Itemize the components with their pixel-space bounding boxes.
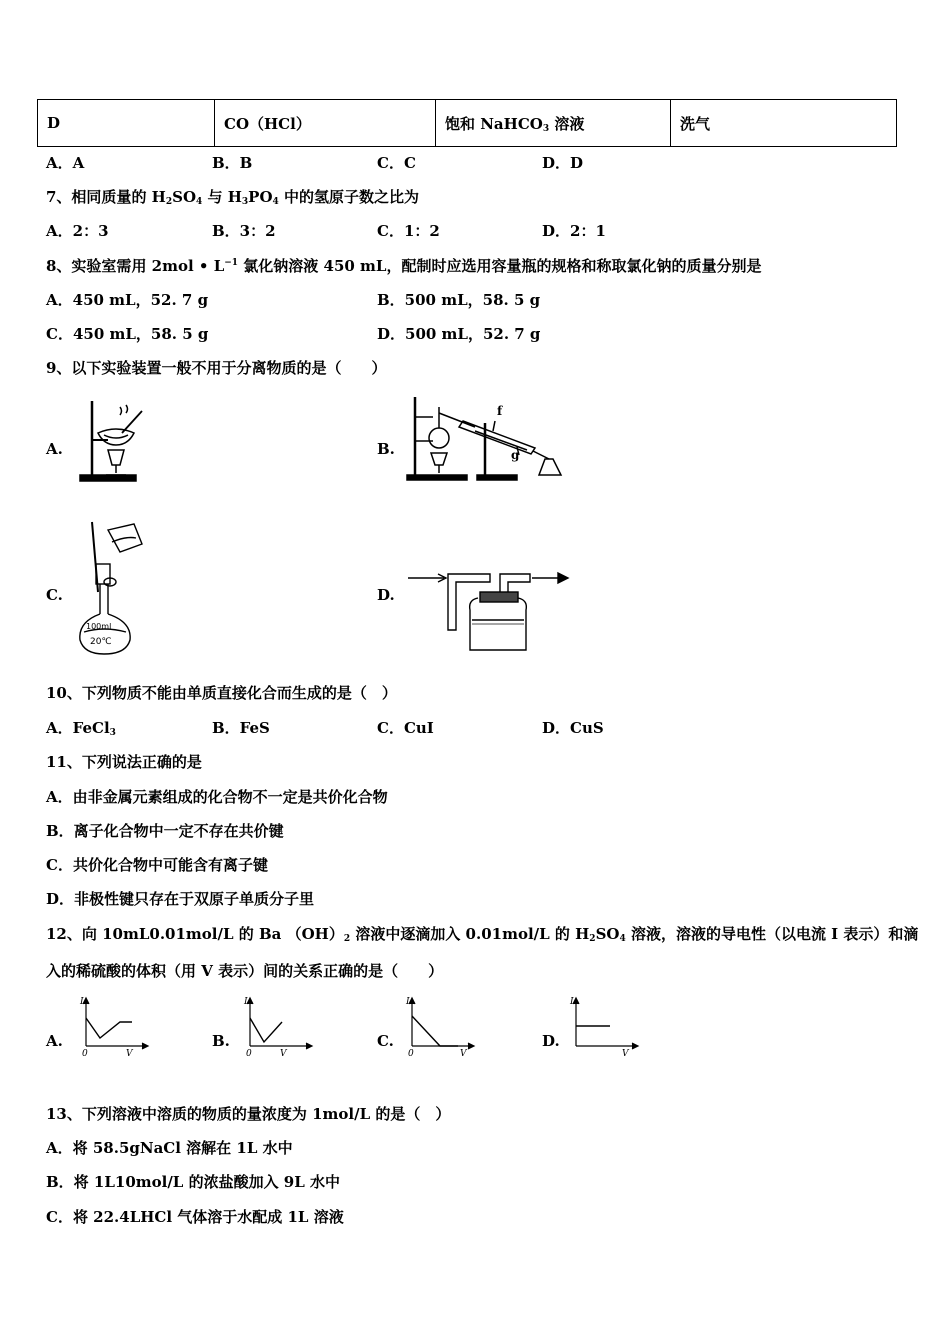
graph-b-y-label: I bbox=[244, 997, 248, 1007]
graph-c-origin: 0 bbox=[408, 1049, 414, 1059]
q13-stem: 13、下列溶液中溶质的物质的量浓度为 1mol/L 的是（ ） bbox=[46, 1105, 451, 1123]
flask-temp-label: 20℃ bbox=[90, 637, 112, 647]
q10-option-b: B．FeS bbox=[212, 719, 270, 737]
q7-stem: 7、相同质量的 $H_2SO_4$ 与 $H_3PO_4$ 中的氢原子数之比为 bbox=[46, 188, 420, 207]
evaporation-apparatus-figure bbox=[76, 395, 146, 485]
graph-d-x-label: V bbox=[622, 1049, 629, 1059]
graph-c-x-label: V bbox=[460, 1049, 467, 1059]
q8-option-d: D．500 mL，52. 7 g bbox=[377, 325, 541, 343]
graph-a-origin: 0 bbox=[82, 1049, 88, 1059]
q11-option-a: A．由非金属元素组成的化合物不一定是共价化合物 bbox=[46, 788, 388, 806]
q7-option-a: A．2：3 bbox=[46, 222, 109, 240]
q10-option-d: D．CuS bbox=[542, 719, 604, 737]
volumetric-flask-figure bbox=[76, 522, 148, 658]
graph-d bbox=[570, 996, 642, 1058]
graph-d-y-label: I bbox=[570, 997, 574, 1007]
q6-option-a: A．A bbox=[46, 154, 85, 172]
q12-option-d: D. bbox=[542, 1032, 560, 1050]
q10-stem: 10、下列物质不能由单质直接化合而生成的是（ ） bbox=[46, 684, 397, 702]
graph-a bbox=[80, 996, 152, 1058]
q11-option-b: B．离子化合物中一定不存在共价键 bbox=[46, 822, 284, 840]
q8-option-c: C．450 mL，58. 5 g bbox=[46, 325, 209, 343]
table-cell-method: 洗气 bbox=[671, 100, 897, 147]
q6-option-d: D．D bbox=[542, 154, 584, 172]
graph-c bbox=[406, 996, 478, 1058]
q7-option-d: D．2：1 bbox=[542, 222, 606, 240]
q6-option-b: B．B bbox=[212, 154, 253, 172]
q10-option-c: C．CuI bbox=[377, 719, 434, 737]
q11-option-c: C．共价化合物中可能含有离子键 bbox=[46, 856, 268, 874]
separation-table bbox=[37, 99, 897, 147]
q6-option-c: C．C bbox=[377, 154, 416, 172]
gas-washing-bottle-figure bbox=[408, 568, 574, 658]
q9-option-c: C. bbox=[46, 586, 63, 604]
q9-stem: 9、以下实验装置一般不用于分离物质的是（ ） bbox=[46, 359, 387, 377]
q9-option-b: B. bbox=[377, 440, 395, 458]
q9-option-d: D. bbox=[377, 586, 395, 604]
label-g: g bbox=[511, 448, 520, 462]
q12-option-a: A. bbox=[46, 1032, 63, 1050]
q11-stem: 11、下列说法正确的是 bbox=[46, 753, 202, 771]
q7-option-b: B．3：2 bbox=[212, 222, 276, 240]
q13-option-b: B．将 1L10mol/L 的浓盐酸加入 9L 水中 bbox=[46, 1173, 341, 1191]
distillation-apparatus-figure bbox=[405, 393, 575, 485]
table-row bbox=[38, 100, 897, 147]
q12-option-b: B. bbox=[212, 1032, 230, 1050]
graph-b-origin: 0 bbox=[246, 1049, 252, 1059]
flask-volume-label: 100ml bbox=[86, 622, 112, 631]
label-f: f bbox=[497, 404, 503, 418]
graph-b bbox=[244, 996, 316, 1058]
q11-option-d: D．非极性键只存在于双原子单质分子里 bbox=[46, 890, 315, 908]
graph-c-y-label: I bbox=[406, 997, 410, 1007]
q8-option-b: B．500 mL，58. 5 g bbox=[377, 291, 541, 309]
q7-option-c: C．1：2 bbox=[377, 222, 440, 240]
q13-option-c: C．将 22.4LHCl 气体溶于水配成 1L 溶液 bbox=[46, 1208, 344, 1226]
q13-option-a: A．将 58.5gNaCl 溶解在 1L 水中 bbox=[46, 1139, 293, 1157]
graph-a-y-label: I bbox=[80, 997, 84, 1007]
table-cell-option: D bbox=[38, 100, 215, 147]
q10-option-a: A．FeCl$_3$ bbox=[46, 719, 116, 738]
graph-b-x-label: V bbox=[280, 1049, 287, 1059]
table-cell-reagent: 饱和 NaHCO$_3$ 溶液 bbox=[436, 100, 671, 147]
q9-option-a: A. bbox=[46, 440, 63, 458]
table-cell-substance: CO（HCl） bbox=[215, 100, 436, 147]
q8-stem: 8、实验室需用 2mol • $L^{-1}$ 氯化钠溶液 450 mL，配制时应选用容量瓶的规格和称取氯化钠的质量分别是 bbox=[46, 257, 762, 275]
q12-stem-line1: 12、向 10mL0.01mol/L 的 Ba $(OH)_2$ 溶液中逐滴加入 0.01mol/L 的 $H_2SO_4$ 溶液，溶液的导电性（以电流 I 表示）和滴 bbox=[46, 925, 919, 944]
graph-a-x-label: V bbox=[126, 1049, 133, 1059]
q12-stem-line2: 入的稀硫酸的体积（用 V 表示）间的关系正确的是（ ） bbox=[46, 962, 444, 980]
q8-option-a: A．450 mL，52. 7 g bbox=[46, 291, 209, 309]
q12-option-c: C. bbox=[377, 1032, 394, 1050]
